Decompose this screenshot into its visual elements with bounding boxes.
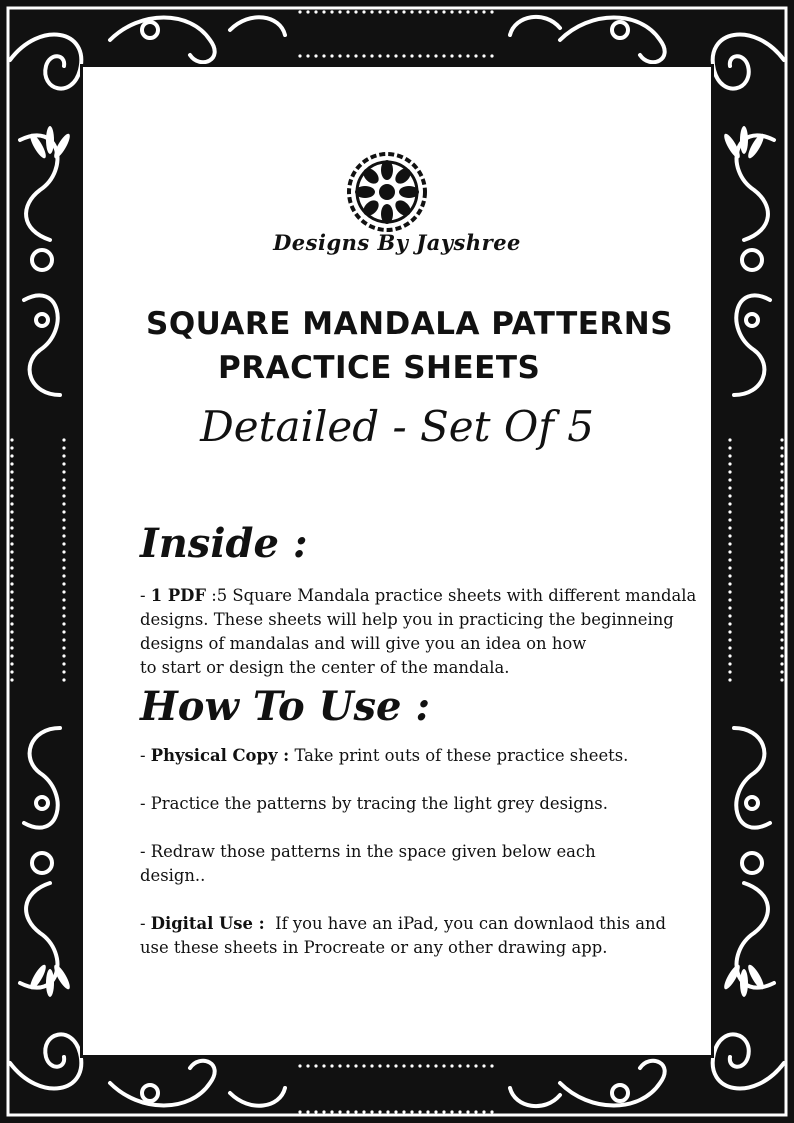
inside-heading: Inside : xyxy=(140,520,308,567)
how-to-use-heading: How To Use : xyxy=(140,683,431,730)
inside-item-label: 1 PDF xyxy=(150,586,207,605)
bullet-prefix: - xyxy=(140,586,151,605)
physical-copy-line xyxy=(140,744,705,768)
digital-use-line-1 xyxy=(140,912,705,936)
digital-use-text: If you have an iPad, you can downlaod this and xyxy=(264,914,667,933)
inside-item-line-3: designs of mandalas and will give you an idea on how xyxy=(140,634,587,653)
page-title-line-2: PRACTICE SHEETS xyxy=(218,350,541,386)
mandala-logo-icon xyxy=(347,152,427,232)
redraw-line-1: - Redraw those patterns in the space given below each xyxy=(140,842,596,861)
inside-item-line-1 xyxy=(140,584,705,608)
trace-line: - Practice the patterns by tracing the light grey designs. xyxy=(140,794,608,813)
digital-use-line-2: use these sheets in Procreate or any other drawing app. xyxy=(140,938,608,957)
physical-copy-text: Take print outs of these practice sheets. xyxy=(289,746,629,765)
brand-signature: Designs By Jayshree xyxy=(273,230,521,255)
page-subtitle: Detailed - Set Of 5 xyxy=(200,402,594,451)
inside-item-line-4: to start or design the center of the mandala. xyxy=(140,658,510,677)
how-to-use-body xyxy=(140,744,705,960)
inside-item-line-2: designs. These sheets will help you in practicing the beginneing xyxy=(140,610,674,629)
inside-item-text: :5 Square Mandala practice sheets with different mandala xyxy=(206,586,697,605)
bullet-prefix: - xyxy=(140,746,151,765)
physical-copy-label: Physical Copy : xyxy=(150,746,290,765)
digital-use-label: Digital Use : xyxy=(150,914,265,933)
inside-body xyxy=(140,584,705,680)
redraw-line-2: design.. xyxy=(140,866,206,885)
page-title-line-1: SQUARE MANDALA PATTERNS xyxy=(146,306,674,342)
bullet-prefix: - xyxy=(140,914,151,933)
